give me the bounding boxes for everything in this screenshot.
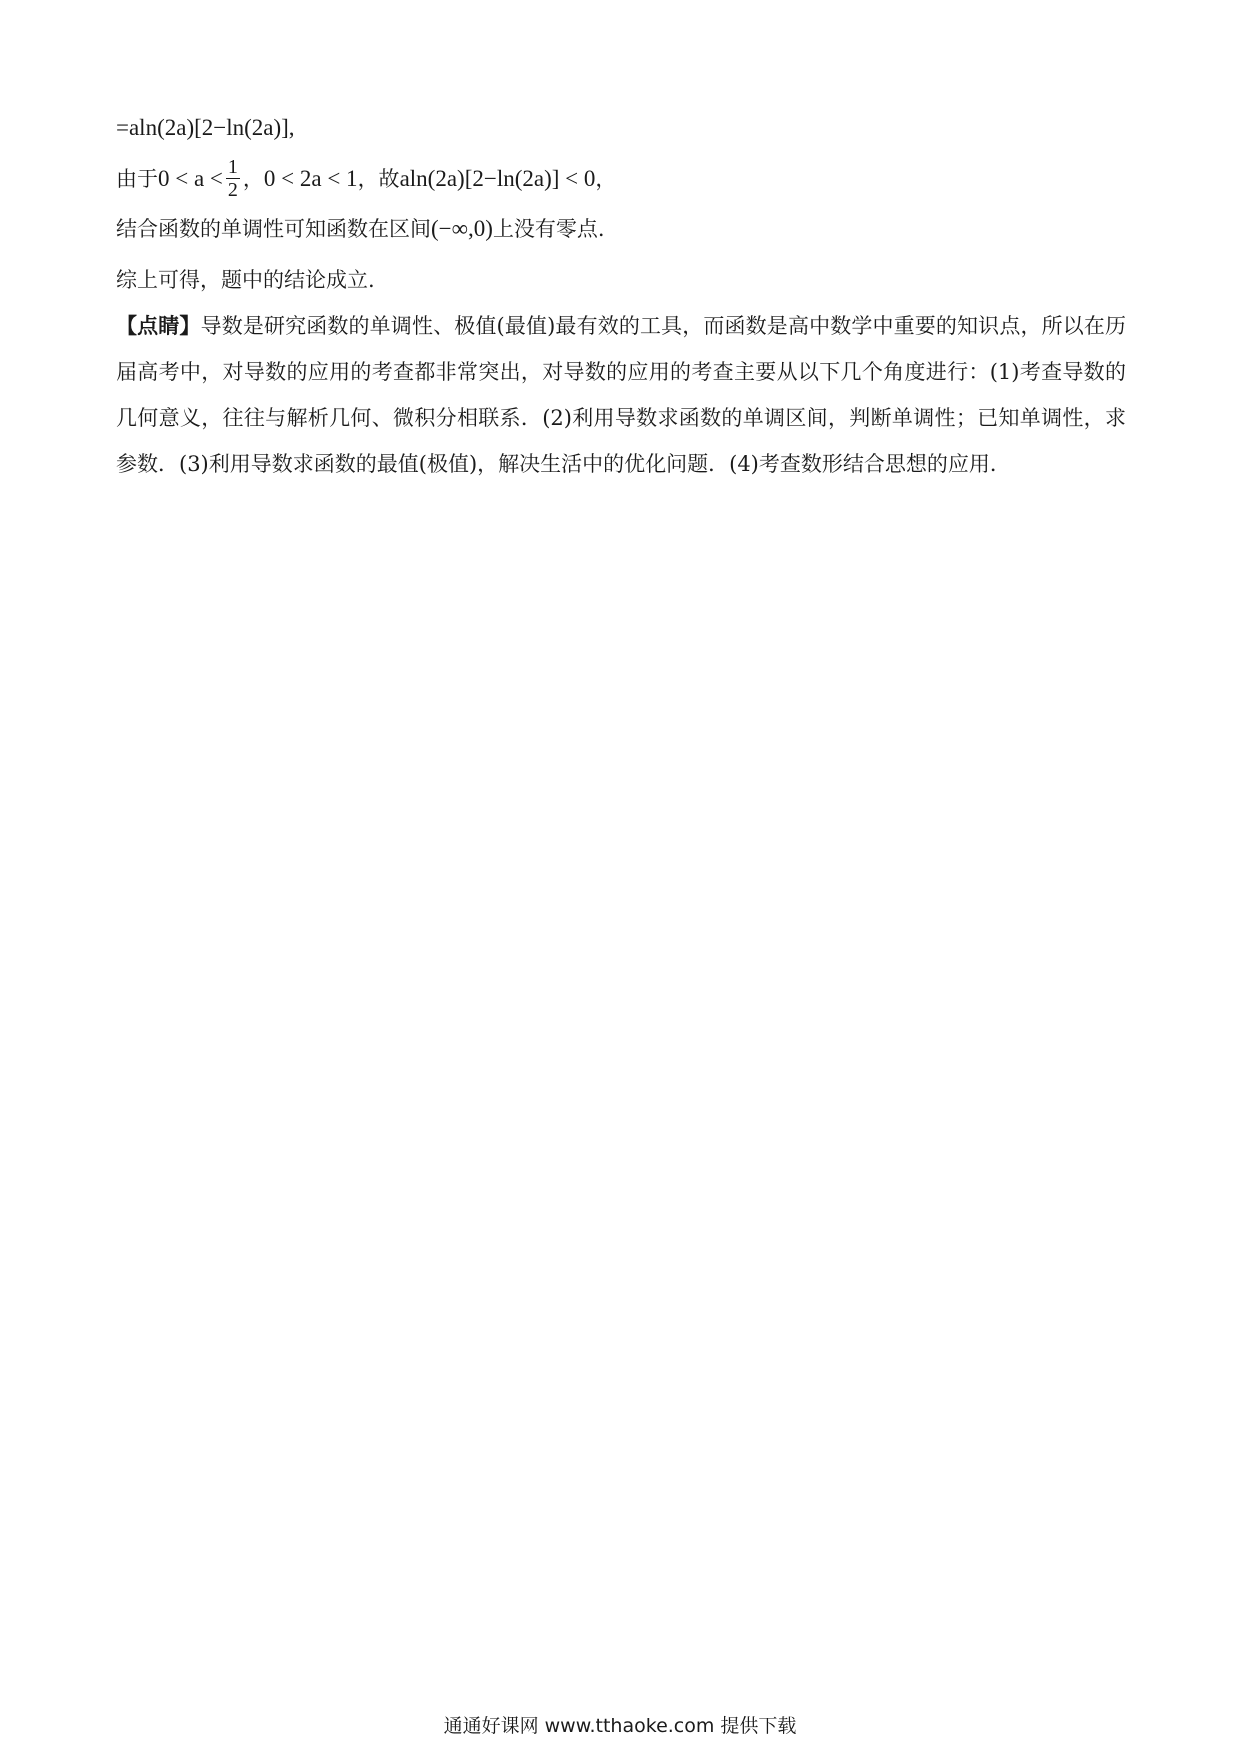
fraction-numerator: 1: [227, 156, 238, 178]
condition-separator: ，: [242, 167, 264, 191]
condition-inequality-2: 0 < 2a < 1: [263, 166, 358, 191]
commentary-paragraph: [116, 303, 1126, 487]
fraction-denominator: 2: [227, 179, 238, 201]
summary-line: [116, 265, 375, 295]
monotonic-line: [116, 214, 605, 244]
equation-line-1: [116, 113, 295, 143]
condition-inequality-1: 0 < a <: [158, 166, 223, 191]
commentary-body: 导数是研究函数的单调性、极值(最值)最有效的工具，而函数是高中数学中重要的知识点，所以在历届高考中，对导数的应用的考查都非常突出，对导数的应用的考查主要从以下几个角度进行：(1)考查导数的几何意义，往往与解析几何、微积分相联系．(2)利用导数求函数的单调区间，判断单调性；已知单调性，求参数．(3)利用导数求函数的最值(极值)，解决生活中的优化问题．(4)考查数形结合思想的应用．: [116, 314, 1127, 476]
condition-line: [116, 158, 616, 203]
interval-expression: (−∞,0): [431, 216, 493, 241]
monotonic-after: 上没有零点.: [492, 217, 605, 241]
monotonic-before: 结合函数的单调性可知函数在区间: [116, 217, 431, 241]
page-footer: [0, 1714, 1240, 1738]
equation-text: =aln(2a)[2−ln(2a)],: [116, 115, 295, 140]
footer-text: 通通好课网 www.tthaoke.com 提供下载: [443, 1715, 797, 1737]
condition-end: ，: [595, 167, 617, 191]
condition-conclusion: aln(2a)[2−ln(2a)] < 0: [399, 166, 596, 191]
summary-text: 综上可得，题中的结论成立.: [116, 268, 375, 292]
condition-conjunction: ，故: [357, 167, 400, 191]
condition-prefix: 由于: [116, 167, 158, 191]
commentary-label: 【点睛】: [116, 313, 201, 338]
fraction-one-half: [226, 156, 240, 201]
